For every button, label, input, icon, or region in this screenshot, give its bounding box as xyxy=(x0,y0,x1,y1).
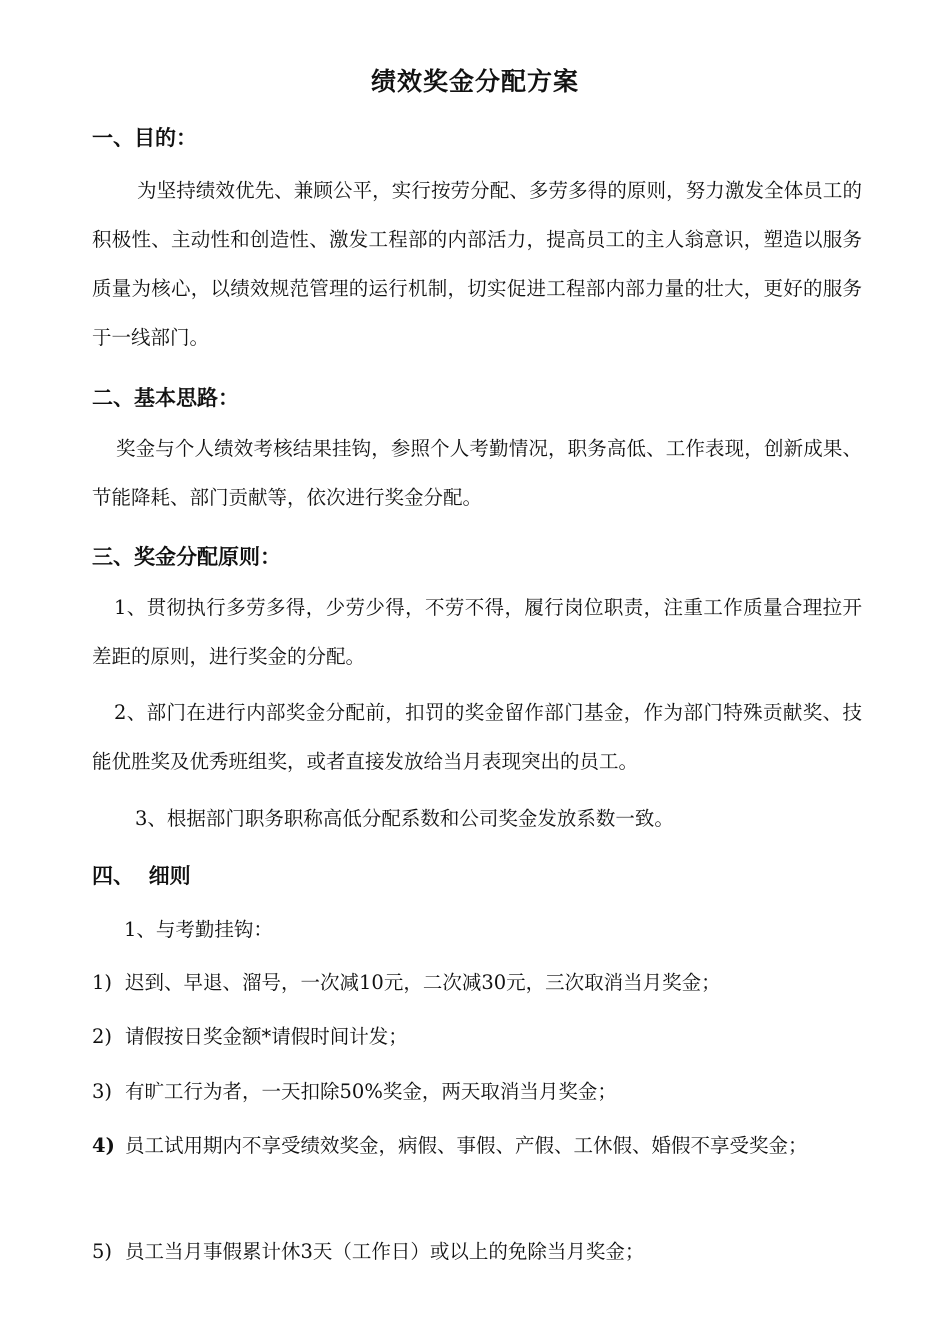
section-heading-purpose: 一、目的： xyxy=(92,125,197,150)
principle-item: 2、部门在进行内部奖金分配前，扣罚的奖金留作部门基金，作为部门特殊贡献奖、技能优胜奖及优秀班组奖，或者直接发放给当月表现突出的员工。 xyxy=(92,701,862,773)
list-item xyxy=(92,1011,862,1063)
list-item-text: 有旷工行为者，一天扣除50%奖金，两天取消当月奖金； xyxy=(125,1080,617,1103)
section-heading-approach: 二、基本思路： xyxy=(92,385,239,410)
approach-paragraph: 奖金与个人绩效考核结果挂钩，参照个人考勤情况，职务高低、工作表现，创新成果、节能降耗、部门贡献等，依次进行奖金分配。 xyxy=(92,437,862,509)
list-item xyxy=(92,1226,862,1278)
purpose-paragraph: 为坚持绩效优先、兼顾公平，实行按劳分配、多劳多得的原则，努力激发全体员工的积极性、主动性和创造性、激发工程部的内部活力，提高员工的主人翁意识，塑造以服务质量为核心，以绩效规范管理的运行机制，切实促进工程部内部力量的壮大，更好的服务于一线部门。 xyxy=(92,179,862,349)
principle-item: 3、根据部门职务职称高低分配系数和公司奖金发放系数一致。 xyxy=(135,807,674,830)
list-item-text: 请假按日奖金额*请假时间计发； xyxy=(125,1025,408,1048)
section-heading-details: 四、 细则 xyxy=(92,863,191,888)
principle-item: 1、贯彻执行多劳多得，少劳少得，不劳不得，履行岗位职责，注重工作质量合理拉开差距的原则，进行奖金的分配。 xyxy=(92,596,862,668)
list-item-number: 5) xyxy=(92,1240,113,1263)
list-item-text: 员工当月事假累计休3天（工作日）或以上的免除当月奖金； xyxy=(125,1240,645,1263)
document-title: 绩效奖金分配方案 xyxy=(370,67,579,96)
list-item-number: 3) xyxy=(92,1080,113,1103)
list-item-number: 4) xyxy=(92,1134,115,1157)
list-item-number: 1) xyxy=(92,971,113,994)
list-item-text: 迟到、早退、溜号，一次减10元，二次减30元，三次取消当月奖金； xyxy=(125,971,721,994)
list-item xyxy=(92,1066,862,1118)
list-item-text: 员工试用期内不享受绩效奖金，病假、事假、产假、工休假、婚假不享受奖金； xyxy=(125,1134,808,1157)
list-item-number: 2) xyxy=(92,1025,113,1048)
section-heading-principles: 三、奖金分配原则： xyxy=(92,544,281,569)
sub-heading-attendance: 1、与考勤挂钩： xyxy=(124,918,273,941)
list-item xyxy=(92,957,862,1009)
list-item xyxy=(92,1120,862,1172)
